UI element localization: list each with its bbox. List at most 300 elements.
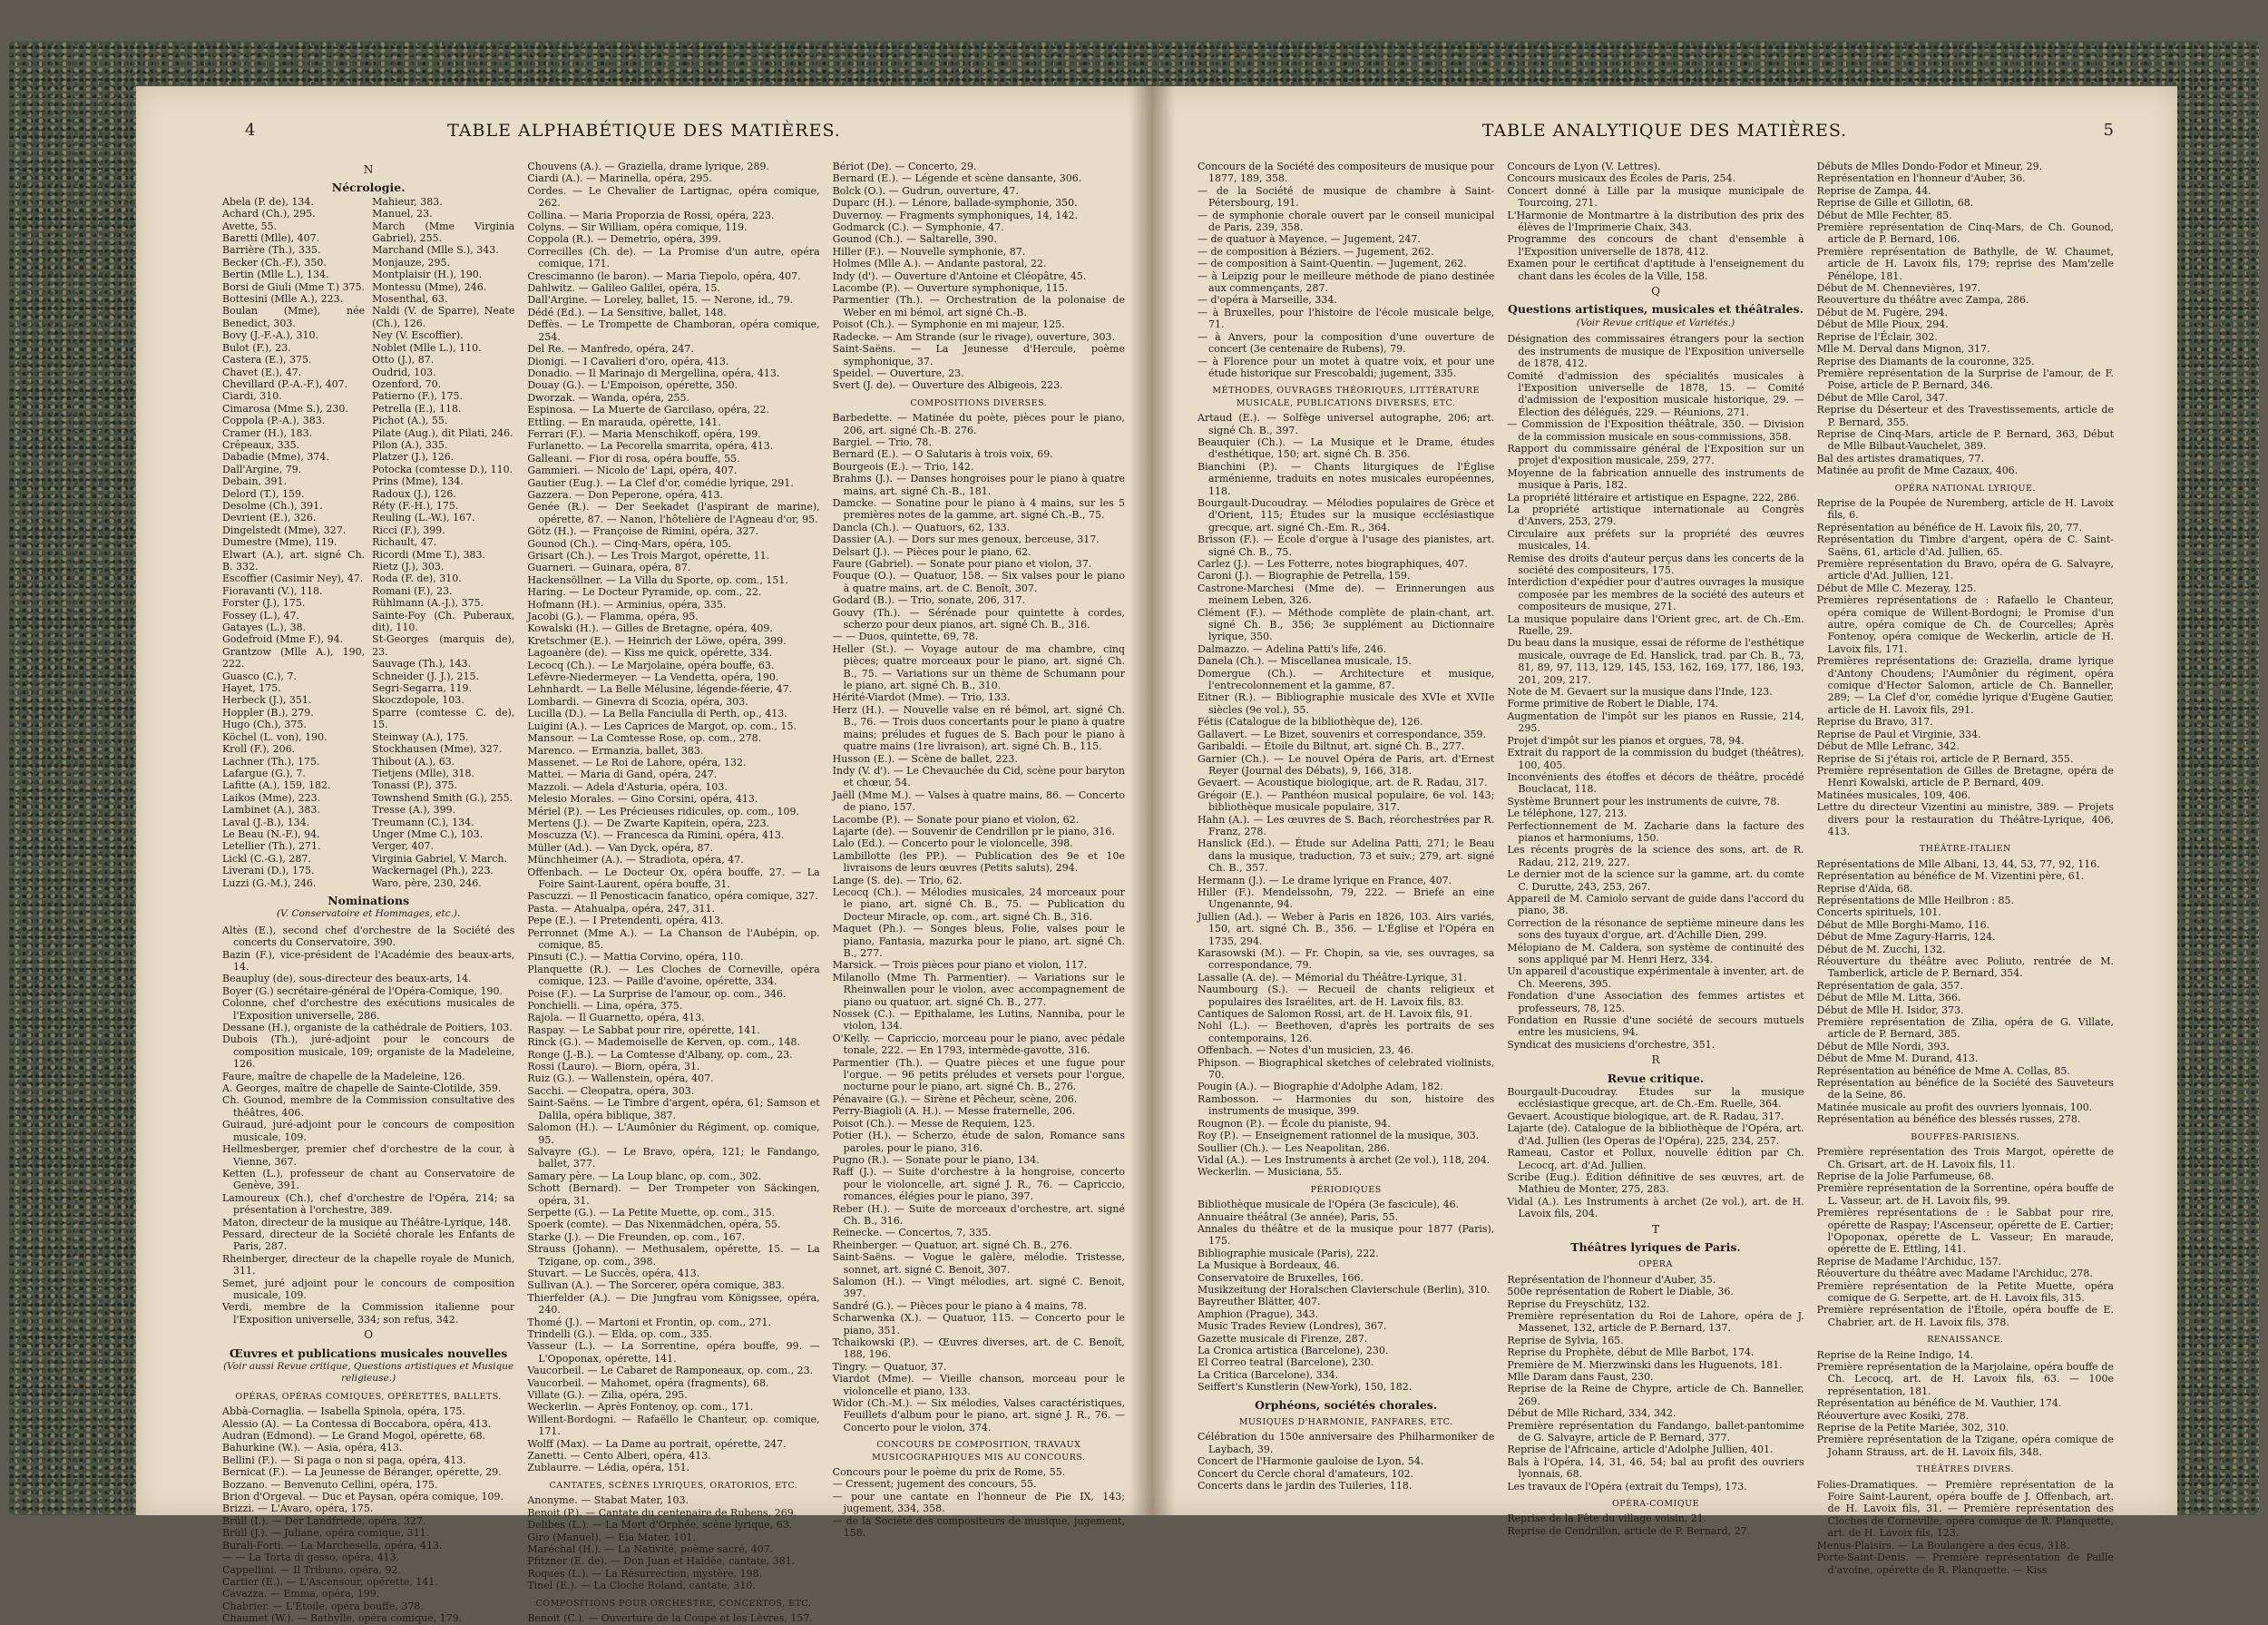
index-entry: Strauss (Johann). — Methusalem, opérette, 15. — La Tzigane, op. com., 398. [527, 1243, 820, 1268]
index-entry: Dessane (H.), organiste de la cathédrale de Poitiers, 103. [222, 1022, 513, 1034]
index-entry: Rajola. — Il Guarnetto, opéra, 413. [527, 1012, 705, 1024]
index-entry: Mériel (P.). — Les Précieuses ridicules, op. com., 109. [527, 805, 799, 817]
index-entry: Première représentation des Trois Margot, opérette de Ch. Grisart, art. de H. Lavoix fils, 11. [1816, 1146, 2114, 1170]
index-entry: Bozzano. — Benvenuto Cellini, opéra, 175. [222, 1478, 438, 1491]
index-entry: Dahlwitz. — Galileo Galilei, opéra, 15. [527, 282, 720, 295]
index-entry: Artaud (E.). — Solfège universel autographe, 206; art. signé Ch. B., 397. [1198, 412, 1495, 436]
questions-note: (Voir Revue critique et Variétés.) [1576, 317, 1735, 328]
index-entry: Speidel. — Ouverture, 23. [832, 367, 964, 379]
index-entry: Mosenthal, 63. [372, 293, 448, 306]
index-entry: Noblet (Mlle L.), 110. [372, 341, 482, 354]
theatres-divers-list [1817, 1479, 2114, 1576]
index-entry: Vaucorbeil. — Le Cabaret de Ramponeaux, op. com., 23. [527, 1365, 814, 1377]
index-entry: Holmes (Mlle A.). — Andante pastoral, 22. [832, 258, 1047, 270]
index-entry: Sparre (comtesse C. de), 15. [372, 706, 515, 731]
periodiques-subtitle: PÉRIODIQUES [1310, 1184, 1382, 1195]
index-entry: Ponchielli. — Lina, opéra, 375. [527, 1000, 683, 1013]
index-entry: Rühlmann (A.-J.), 375. [372, 597, 484, 610]
right-columns [1198, 161, 2114, 1576]
index-entry: Debain, 391. [222, 475, 288, 488]
index-entry: Schneider (J. J.), 215. [372, 670, 480, 682]
revue-critique-title: Revue critique. [1607, 1071, 1705, 1085]
index-entry: Serpette (G.). — La Petite Muette, op. com., 315. [527, 1206, 776, 1219]
index-entry: Reprise d'Aïda, 68. [1816, 882, 1913, 895]
index-entry: Grisart (Ch.). — Les Trois Margot, opérette, 11. [527, 550, 770, 562]
index-entry: — — La Torta di gesso, opéra, 413. [222, 1552, 400, 1564]
index-entry: Scharwenka (X.). — Quatuor, 115. — Concerto pour le piano, 351. [832, 1312, 1125, 1336]
index-entry: Cramer (H.), 183. [222, 426, 313, 439]
questions-title: Questions artistiques, musicales et théâtrales. [1507, 302, 1804, 317]
index-entry: Remise des droits d'auteur perçus dans les concerts de la société des compositeurs, 175. [1507, 552, 1804, 576]
index-entry: Ricci (F.), 399. [372, 524, 445, 536]
index-entry: Projet d'impôt sur les pianos et orgues, 78, 94. [1507, 734, 1745, 747]
index-entry: Réouverture avec Kosiki, 278. [1816, 1409, 1970, 1422]
index-entry: Programme des concours de chant d'ensemble à l'Exposition universelle de 1878, 412. [1507, 233, 1804, 258]
index-entry: Matinée musicale au profit des ouvriers lyonnais, 100. [1816, 1101, 2093, 1113]
left-page-number: 4 [245, 121, 256, 140]
index-entry: Poisot (Ch.). — Messe de Requiem, 125. [832, 1117, 1035, 1130]
left-column-2 [527, 161, 820, 1624]
concours-subtitle: CONCOURS DE COMPOSITION, TRAVAUX MUSICOGRAPHIQUES MIS AU CONCOURS. [872, 1440, 1086, 1463]
index-entry: Bal des artistes dramatiques, 77. [1816, 452, 1985, 465]
index-entry: Grantzow (Mlle A.), 190, 222. [222, 645, 366, 671]
index-entry: Laikos (Mme), 223. [222, 791, 321, 804]
index-entry: Lafargue (G.), 7. [222, 767, 306, 779]
index-entry: Bibliothèque musicale de l'Opéra (3e fascicule), 46. [1198, 1199, 1460, 1211]
index-entry: Concert du Cercle choral d'amateurs, 102. [1198, 1467, 1414, 1480]
index-entry: Marenco. — Ermanzia, ballet, 383. [527, 744, 704, 757]
index-entry: Début de Mlle Lefranc, 342. [1816, 740, 1960, 753]
index-entry: Jullien (Ad.). — Weber à Paris en 1826, 103. Airs variés, 150, art. signé Ch. B., 356. — L'Église et l'Opéra en 1735, 294. [1198, 910, 1495, 947]
index-entry: Représentation au bénéfice de la Société des Sauveteurs de la Seine, 86. [1816, 1077, 2114, 1101]
index-entry: Mertens (J.). — De Zwarte Kapitein, opéra, 223. [527, 817, 770, 829]
index-entry: Gounod (Ch.). — Saltarelle, 390. [832, 233, 997, 246]
index-entry: Début de Mlle Nordi, 393. [1816, 1040, 1950, 1052]
index-entry: Steinway (A.), 175. [372, 730, 469, 743]
index-entry: Richault, 47. [372, 536, 437, 549]
index-entry: Hoppler (B.), 279. [222, 706, 314, 719]
index-entry: Reprise de Si j'étais roi, article de P. Bernard, 355. [1816, 752, 2074, 765]
index-entry: Del Re. — Manfredo, opéra, 247. [527, 343, 694, 356]
index-entry: Reprise de l'Éclair, 302. [1816, 330, 1938, 343]
operas-list-a [222, 1405, 514, 1624]
index-entry: Indy (V. d'). — Le Chevauchée du Cid, scène pour baryton et chœur, 54. [832, 764, 1125, 789]
index-entry: Dabadie (Mme), 374. [222, 451, 329, 464]
index-entry: Reprise de Cinq-Mars, article de P. Bernard, 363, Début de Mlle Bilbaut-Vauchelet, 389. [1816, 427, 2114, 453]
nominations-list [222, 925, 514, 1326]
right-column-2 [1507, 161, 1804, 1537]
nominations-note: (V. Conservatoire et Hommages, etc.). [276, 908, 461, 920]
index-entry: Furlanetto. — La Pecorella smarrita, opéra, 413. [527, 440, 774, 453]
index-entry: Lajarte (de). Catalogue de la bibliothèque de l'Opéra, art. d'Ad. Jullien (les Operas de l'Opéra), 225, 234, 257. [1507, 1122, 1804, 1147]
index-entry: Pinsuti (C.). — Mattia Corvino, opéra, 110. [527, 951, 744, 964]
index-entry: Tietjens (Mlle), 318. [372, 767, 474, 779]
index-entry: Radecke. — Am Strande (sur le rivage), ouverture, 303. [832, 330, 1116, 343]
index-entry: Reouverture du théâtre avec Zampa, 286. [1816, 294, 2029, 307]
index-entry: Jacobi (G.). — Flamma, opéra, 95. [527, 611, 699, 623]
index-entry: Porte-Saint-Denis. — Première représentation de Paille d'avoine, opérette de R. Planquette. — Kiss [1816, 1552, 2114, 1576]
index-entry: Semet, juré adjoint pour le concours de composition musicale, 109. [222, 1277, 515, 1301]
index-entry: Kroll (F.), 206. [222, 743, 296, 756]
index-entry: — à Anvers, pour la composition d'une ouverture de concert (3e centenaire de Rubens), 79. [1198, 330, 1495, 356]
methodes-subtitle: MÉTHODES, OUVRAGES THÉORIQUES, LITTÉRATURE MUSICALE, PUBLICATIONS DIVERSES, ETC. [1212, 386, 1480, 408]
index-entry: Brahms (J.). — Danses hongroises pour le piano à quatre mains, art. signé Ch.-B., 181. [832, 473, 1125, 497]
index-entry: Matinées musicales, 109, 406. [1816, 788, 1971, 801]
section-letter-n: N [363, 163, 374, 176]
index-entry: Première représentation de Bathylle, de W. Chaumet, article de H. Lavoix fils, 179; reprise des Mam'zelle Pénélope, 181. [1816, 245, 2114, 282]
index-entry: Concerts dans le jardin des Tuileries, 118. [1198, 1480, 1413, 1493]
index-entry: Sandré (G.). — Pièces pour le piano à 4 mains, 78. [832, 1299, 1087, 1312]
index-entry: Tchaikowski (P.). — Œuvres diverses, art. de C. Benoît, 188, 196. [832, 1336, 1125, 1361]
index-entry: Hahn (A.). — Les œuvres de S. Bach, réorchestrées par R. Franz, 278. [1198, 813, 1495, 837]
index-entry: Waro, père, 230, 246. [372, 876, 482, 889]
index-entry: Barrière (Th.), 335. [222, 244, 321, 257]
index-entry: Achard (Ch.), 295. [222, 208, 316, 220]
index-entry: Pichot (A.), 55. [372, 415, 448, 427]
index-entry: Parmentier (Th.). — Quatre pièces et une fugue pour l'orgue. — 96 petits préludes et versets pour l'orgue, nocturne pour le piano, art. signé Ch. B., 276. [832, 1056, 1125, 1093]
index-entry: Première représentation du Fandango, ballet-pantomime de G. Salvayre, article de P. Bernard, 377. [1507, 1419, 1804, 1444]
theatres-divers-subtitle: THÉÂTRES DIVERS. [1916, 1464, 2014, 1475]
index-entry: Matinée au profit de Mme Cazaux, 406. [1816, 465, 2019, 477]
index-entry: Gazzera. — Don Peperone, opéra, 413. [527, 488, 724, 501]
index-entry: Reprise de Paul et Virginie, 334. [1816, 728, 1981, 740]
index-entry: Segri-Segarra, 119. [372, 682, 472, 695]
index-entry: Brizzi. — L'Avaro, opéra, 175. [222, 1503, 374, 1515]
index-entry: Naldi (V. de Sparre), Neate (Ch.), 126. [372, 305, 515, 329]
index-entry: Mélopiano de M. Caldera, son système de continuité des sons appliqué par M. Henri Herz, 334. [1507, 941, 1804, 965]
index-entry: Représentation en l'honneur d'Auber, 36. [1816, 172, 2026, 185]
index-entry: Bibliographie musicale (Paris), 222. [1198, 1247, 1379, 1259]
index-entry: Hackensöllner. — La Villa du Sporte, op. com., 151. [527, 573, 788, 586]
index-entry: Collina. — Maria Proporzia de Rossi, opéra, 223. [527, 209, 775, 221]
index-entry: Reprise de Gille et Gillotin, 68. [1816, 197, 1974, 210]
index-entry: — pour une cantate en l'honneur de Pie IX, 143; jugement, 334, 358. [832, 1490, 1125, 1515]
index-entry: March (Mme Virginia Gabriel), 255. [372, 220, 515, 245]
index-entry: Ferrari (F.). — Maria Menschikoff, opéra, 199. [527, 427, 761, 440]
cantates-subtitle: CANTATES, SCÈNES LYRIQUES, ORATORIOS, ETC. [549, 1480, 798, 1491]
index-entry: Syndicat des musiciens d'orchestre, 351. [1507, 1038, 1716, 1051]
left-columns [222, 161, 1125, 1625]
index-entry: Bertin (Mlle L.), 134. [222, 269, 329, 281]
index-entry: Perry-Biagioli (A. H.). — Messe fraternelle, 206. [832, 1105, 1076, 1118]
opera-national-subtitle: OPÉRA NATIONAL LYRIQUE. [1894, 483, 2036, 494]
index-entry: Crescimanno (le baron). — Maria Tiepolo, opéra, 407. [527, 269, 801, 282]
index-entry: Spoerk (comte). — Das Nixenmädchen, opéra, 55. [527, 1219, 781, 1231]
index-entry: Reprise de la Reine Indigo, 14. [1816, 1348, 1974, 1361]
index-entry: Bals à l'Opéra, 14, 31, 46, 54; bal au profit des ouvriers lyonnais, 68. [1507, 1455, 1804, 1481]
index-entry: Début de M. Chennevières, 197. [1816, 282, 1981, 295]
index-entry: Note de M. Gevaert sur la musique dans l'Inde, 123. [1507, 686, 1773, 699]
concours-list-b [1198, 161, 1494, 379]
index-entry: Reprise du Bravo, 317. [1816, 716, 1933, 729]
index-entry: 500e représentation de Robert le Diable, 36. [1507, 1286, 1734, 1298]
index-entry: Münchheimer (A.). — Stradiota, opéra, 47. [527, 854, 744, 866]
theatres-title: Théâtres lyriques de Paris. [1570, 1239, 1741, 1254]
index-entry: La Critica (Barcelone), 334. [1198, 1368, 1339, 1381]
index-entry: Marchand (Mlle S.), 343. [372, 244, 499, 257]
index-entry: Ozenford, 70. [372, 377, 442, 390]
index-entry: Premières représentations de : Rafaello le Chanteur, opéra comique de Willent-Bordogni; le Promise d'un autre, opéra comique de Ch. de Courcelles; Après Fontenoy, opéra comique de Weckerlin, article de H. Lavoix fils, 171. [1816, 594, 2114, 655]
index-entry: Hugo (Ch.), 375. [222, 719, 307, 731]
index-entry: Début de Mlle Carol, 347. [1816, 391, 1949, 404]
index-entry: Cimarosa (Mme S.), 230. [222, 402, 348, 415]
bouffes-subtitle: BOUFFES-PARISIENS. [1911, 1131, 2020, 1142]
index-entry: — à Leipzig pour le meilleure méthode de piano destinée aux commençants, 287. [1198, 269, 1495, 295]
index-entry: — de symphonie chorale ouvert par le conseil municipal de Paris, 239, 358. [1198, 209, 1495, 234]
index-entry: Crépeaux, 335. [222, 438, 300, 451]
index-entry: Barbedette. — Matinée du poète, pièces pour le piano, 206, art. signé Ch.-B. 276. [832, 412, 1125, 436]
index-entry: Mahieur, 383. [372, 195, 443, 208]
index-entry: Lombardi. — Ginevra di Scozia, opéra, 303. [527, 695, 748, 708]
operas-subtitle: OPÉRAS, OPÉRAS COMIQUES, OPÉRETTES, BALLETS. [235, 1391, 502, 1402]
index-entry: Représentations de Mlle Albani, 13, 44, 53, 77, 92, 116. [1816, 857, 2100, 870]
index-entry: Faure, maître de chapelle de la Madeleine, 126. [222, 1070, 465, 1082]
opera-comique-list-b [1817, 161, 2114, 477]
index-entry: Bellini (F.). — Si paga o non si paga, opéra, 413. [222, 1454, 466, 1466]
index-entry: Inconvénients des étoffes et décors de théâtre, procédé Bouclacat, 118. [1507, 770, 1804, 796]
index-entry: Damcke. — Sonatine pour le piano à 4 mains, sur les 5 premières notes de la gamme, art. signé Ch.-B., 75. [832, 496, 1125, 522]
index-entry: Potocka (comtesse D.), 110. [372, 463, 513, 475]
index-entry: Fioravanti (V.), 118. [222, 584, 323, 597]
bouffes-list [1817, 1146, 2114, 1328]
index-entry: Rinck (G.). — Mademoiselle de Kerven, op. com., 148. [527, 1036, 801, 1049]
operas-list-b [527, 161, 819, 1474]
index-entry: Bayreuther Blätter, 407. [1198, 1296, 1321, 1308]
index-entry: Représentation au bénéfice des blessés russes, 278. [1816, 1113, 2081, 1126]
left-column-3 [832, 161, 1125, 1540]
index-entry: Gouvy (Th.). — Sérénade pour quintette à cordes, scherzo pour deux pianos, art. signé Ch. B., 316. [832, 606, 1125, 631]
index-entry: Benoit (P.). — Cantate du centenaire de Rubens, 269. [527, 1506, 797, 1519]
index-entry: Otto (J.), 87. [372, 354, 435, 367]
index-entry: Lagoanère (de). — Kiss me quick, opérette, 334. [527, 647, 773, 660]
methodes-list [1198, 412, 1494, 1179]
index-entry: Pascuzzi. — Il Penosticacin fanatico, opéra comique, 327. [527, 890, 818, 903]
index-entry: Guasco (C.), 7. [222, 670, 297, 682]
index-entry: Première représentation de la Tzigane, opéra comique de Johann Strauss, art. de H. Lavoix fils, 348. [1816, 1434, 2114, 1458]
index-entry: Bottesini (Mlle A.), 223. [222, 293, 344, 306]
index-entry: — de la Société des compositeurs de musique, jugement, 158. [832, 1514, 1125, 1540]
index-entry: Début de Mlle C. Mezeray, 125. [1816, 582, 1977, 594]
index-entry: Dionigi. — I Cavalieri d'oro, opéra, 413. [527, 355, 729, 367]
index-entry: Delibes (L.). — La Mort d'Orphée, scène lyrique, 63. [527, 1519, 793, 1532]
index-entry: Pilate (Aug.), dit Pilati, 246. [372, 426, 513, 439]
index-entry: Roy (P.). — Enseignement rationnel de la musique, 303. [1198, 1130, 1480, 1142]
index-entry: Reprise de Cendrillon, article de P. Bernard, 27. [1507, 1524, 1751, 1537]
index-entry: Naumbourg (S.). — Recueil de chants religieux et populaires des Israélites, art. de H. Lavoix fils, 83. [1198, 984, 1495, 1008]
index-entry: Köchel (L. von), 190. [222, 730, 327, 743]
index-entry: Wolff (Max). — La Dame au portrait, opérette, 247. [527, 1437, 787, 1450]
index-entry: Maréchal (H.). — La Nativité, poème sacré, 407. [527, 1542, 774, 1555]
index-entry: Début de Mlle M. Litta, 366. [1816, 992, 1961, 1004]
index-entry: Nohl (L.). — Beethoven, d'après les portraits de ses contemporains, 126. [1198, 1020, 1495, 1044]
index-entry: Chabrier. — L'Étoile, opéra bouffe, 378. [222, 1600, 424, 1612]
index-entry: Saint-Saëns. — Le Timbre d'argent, opéra, 61; Samson et Dalila, opéra biblique, 387. [527, 1097, 820, 1121]
index-entry: Starke (J.). — Die Freunden, op. com., 167. [527, 1230, 746, 1243]
index-entry: Offenbach. — Notes d'un musicien, 23, 46. [1198, 1044, 1414, 1057]
index-entry: Début de Mlle Fechter, 85. [1816, 209, 1952, 221]
index-entry: Ettling. — En marauda, opérette, 141. [527, 416, 721, 428]
index-entry: Ruiz (G.). — Wallenstein, opéra, 407. [527, 1072, 714, 1085]
index-entry: Müller (Ad.). — Van Dyck, opéra, 87. [527, 841, 713, 854]
index-entry: Reprise du Déserteur et des Travestissements, article de P. Bernard, 355. [1816, 404, 2114, 428]
index-entry: Lettre du directeur Vizentini au ministre, 389. — Projets divers pour la restauration du Théâtre-Lyrique, 406, 413. [1816, 801, 2114, 837]
index-entry: Brüll (I.). — Der Landfriede, opéra, 327. [222, 1514, 426, 1527]
compositions-orchestre-subtitle: COMPOSITIONS POUR ORCHESTRE, CONCERTOS, ETC. [535, 1598, 812, 1609]
index-entry: Hofmann (H.). — Arminius, opéra, 335. [527, 598, 727, 611]
index-entry: Reprise de Madame l'Archiduc, 157. [1816, 1255, 2002, 1268]
index-entry: Vasseur (L.). — La Sorrentine, opéra bouffe, 99. — L'Opoponax, opérette, 141. [527, 1340, 820, 1365]
index-entry: Premières représentations de: Graziella, drame lyrique d'Antony Choudens; l'Aumônier du régiment, opéra comique d'Hector Salomon, article de Ch. Banneller, 289; — La Clef d'or, comédie lyrique d'Eugène Gautier, article de H. Lavoix fils, 291. [1816, 655, 2114, 716]
index-entry: Giro (Manuel). — Eia Mater, 101. [527, 1531, 696, 1543]
index-entry: Wackernagel (Ph.), 223. [372, 865, 494, 877]
index-entry: Forme primitive de Robert le Diable, 174. [1507, 698, 1719, 710]
index-entry: Abbà-Cornaglia. — Isabella Spinola, opéra, 175. [222, 1405, 465, 1418]
index-entry: Viardot (Mme). — Vieille chanson, morceau pour le violoncelle et piano, 133. [832, 1373, 1125, 1397]
index-entry: La Musique à Bordeaux, 46. [1198, 1259, 1340, 1272]
oeuvres-note: (Voir aussi Revue critique, Questions artistiques et Musique religieuse.) [223, 1361, 514, 1385]
index-entry: Danela (Ch.). — Miscellanea musicale, 15. [1198, 655, 1412, 668]
index-entry: Letellier (Th.), 271. [222, 840, 321, 853]
index-entry: Parmentier (Th.). — Orchestration de la polonaise de Weber en mi bémol, art signé Ch.-B. [832, 294, 1125, 318]
index-entry: Comité d'admission des spécialités musicales à l'Exposition universelle de 1878, 15. — Comité d'admission de l'exposition musicale historique, 29. — Élection des délégués, 229. — Réunions, 271. [1507, 369, 1804, 418]
index-entry: Début de M. Fugère, 294. [1816, 306, 1948, 318]
index-entry: Début de Mme M. Durand, 413. [1816, 1052, 1979, 1065]
index-entry: Treumann (C.), 134. [372, 816, 474, 828]
index-entry: — — Duos, quintette, 69, 78. [832, 631, 979, 643]
index-entry: Rietz (J.), 303. [372, 561, 445, 573]
index-entry: Baretti (Mlle), 407. [222, 232, 320, 245]
left-page [136, 86, 1152, 1625]
index-entry: Ch. Gounod, membre de la Commission consultative des théâtres, 406. [222, 1094, 515, 1119]
index-entry: Sacchi. — Cleopatra, opéra, 303. [527, 1084, 695, 1097]
index-entry: Réouverture du théâtre avec Poliuto, rentrée de M. Tamberlick, article de P. Bernard, 354. [1816, 955, 2114, 980]
index-entry: Pougin (A.). — Biographie d'Adolphe Adam, 182. [1198, 1081, 1443, 1093]
index-entry: Dall'Argine. — Loreley, ballet, 15. — Nerone, id., 79. [527, 294, 794, 307]
index-entry: Devrient (E.), 326. [222, 512, 317, 524]
necrologie-names-a [222, 196, 365, 889]
index-entry: Ciardi (A.). — Marinella, opéra, 295. [527, 172, 712, 185]
index-entry: Clément (F.). — Méthode complète de plain-chant, art. signé Ch. B., 356; 3e supplément au Dictionnaire lyrique, 350. [1198, 606, 1495, 643]
nominations-title: Nominations [327, 893, 410, 907]
theatre-italien-subtitle: THÉÂTRE-ITALIEN [1919, 844, 2011, 855]
index-entry: Brisson (F.). — École d'orgue à l'usage des pianistes, art. signé Ch. B., 75. [1198, 534, 1495, 558]
index-entry: Première représentation de la Marjolaine, opéra bouffe de Ch. Lecocq, art. de H. Lavoix fils, 63. — 100e représentation, 181. [1816, 1361, 2114, 1397]
index-entry: Stuvart. — Le Succès, opéra, 413. [527, 1267, 700, 1279]
index-entry: Svert (J. de). — Ouverture des Albigeois, 223. [832, 379, 1063, 392]
index-entry: Première représentation de la Surprise de l'amour, de F. Poise, article de P. Bernard, 346. [1816, 367, 2114, 392]
index-entry: Vidal (A.). — Les Instruments à archet (2e vol.), 118, 204. [1198, 1153, 1491, 1166]
section-letter-o: O [364, 1328, 374, 1342]
index-entry: Reber (H.). — Suite de morceaux d'orchestre, art. signé Ch. B., 316. [832, 1202, 1125, 1227]
index-entry: Saint-Saëns. — La Jeunesse d'Hercule, poème symphonique, 37. [832, 343, 1125, 367]
index-entry: Götz (H.). — Françoise de Rimini, opéra, 327. [527, 525, 758, 538]
index-entry: Reprise de la Jolie Parfumeuse, 68. [1816, 1170, 1995, 1182]
compositions-orchestre-list [527, 1612, 819, 1624]
index-entry: Espinosa. — La Muerte de Garcilaso, opéra, 22. [527, 404, 770, 416]
index-entry: Garibaldi. — Étoile du Biltnut, art. signé Ch. B., 277. [1198, 740, 1465, 753]
right-column-3 [1816, 161, 2114, 1576]
index-entry: Salomon (H.). — Vingt mélodies, art. signé C. Benoit, 397. [832, 1275, 1125, 1300]
index-entry: Chouvens (A.). — Graziella, drame lyrique, 289. [527, 161, 769, 172]
index-entry: Luzzi (G.-M.), 246. [222, 876, 317, 889]
compositions-diverses-subtitle: COMPOSITIONS DIVERSES. [910, 397, 1048, 408]
necrologie-names-b [372, 196, 514, 889]
index-entry: Karasowski (M.). — Fr. Chopin, sa vie, ses ouvrages, sa correspondance, 79. [1198, 947, 1495, 972]
index-entry: Extrait du rapport de la commission du budget (théâtres), 100, 405. [1507, 747, 1804, 771]
index-entry: Correction de la résonance de septième mineure dans les sons des tuyaux d'orgue, art. d'Achille Dien, 299. [1507, 916, 1804, 942]
left-page-header: TABLE ALPHABÉTIQUE DES MATIÈRES. [447, 121, 841, 141]
index-entry: Domergue (Ch.). — Architecture et musique, l'entrecolonnement et la gamme, 87. [1198, 667, 1495, 692]
index-entry: Désignation des commissaires étrangers pour la section des instruments de musique de l'Exposition universelle de 1878, 412. [1507, 333, 1804, 370]
compositions-diverses-list [833, 412, 1125, 1434]
index-entry: Widor (Ch.-M.). — Six mélodies, Valses caractéristiques, Feuillets d'album pour le piano, art. signé J. R., 76. — Concerto pour le violon, 374. [832, 1397, 1125, 1434]
orpheons-list [1198, 1431, 1494, 1492]
index-entry: Trindelli (G.). — Elda, op. com., 335. [527, 1328, 713, 1340]
index-entry: Mlle M. Derval dans Mignon, 317. [1816, 343, 1990, 356]
index-entry: Correcilles (Ch. de). — La Promise d'un autre, opéra comique, 171. [527, 245, 820, 270]
index-entry: Haring. — Le Docteur Pyramide, op. com., 22. [527, 586, 762, 599]
opera-comique-list [1507, 1512, 1804, 1537]
index-entry: Verdi, membre de la Commission italienne pour l'Exposition universelle, 334; son refus, 342. [222, 1301, 515, 1326]
index-entry: Fondation d'une Association des femmes artistes et professeurs, 78, 125. [1507, 990, 1804, 1014]
index-entry: Les récents progrès de la science des sons, art. de R. Radau, 212, 219, 227. [1507, 844, 1804, 868]
right-page-header: TABLE ANALYTIQUE DES MATIÈRES. [1481, 121, 1848, 141]
index-entry: Salvayre (G.). — Le Bravo, opéra, 121; le Fandango, ballet, 377. [527, 1145, 820, 1170]
index-entry: Godefroid (Mme F.), 94. [222, 633, 344, 646]
index-entry: Castrone-Marchesi (Mme de). — Erinnerungen aus meinem Leben, 326. [1198, 582, 1495, 607]
index-entry: Dalmazzo. — Adelina Patti's life, 246. [1198, 642, 1387, 655]
index-entry: Lecocq (Ch.). — Mélodies musicales, 24 morceaux pour le piano, art. signé Ch. B., 75. — Publication du Docteur Miracle, op. com., art. signé Ch. B., 316. [832, 886, 1125, 923]
theatre-italien-list [1817, 858, 2114, 1126]
index-entry: Pfitzner (E. de). — Don Juan et Haïdée, cantate, 381. [527, 1555, 796, 1568]
index-entry: Cartier (E.). — L'Ascensour, opérette, 141. [222, 1575, 438, 1588]
index-entry: Reprise de Zampa, 44. [1816, 184, 1931, 197]
index-entry: Lange (S. de). — Trio, 62. [832, 874, 963, 886]
index-entry: Hellmesberger, premier chef d'orchestre de la cour, à Vienne, 367. [222, 1143, 515, 1168]
index-entry: Reprise de l'Africaine, article d'Adolphe Jullien, 401. [1507, 1444, 1774, 1456]
opera-subtitle: OPÉRA [1638, 1259, 1673, 1270]
index-entry: Altès (E.), second chef d'orchestre de la Société des concerts du Conservatoire, 390. [222, 924, 515, 949]
concours-list [833, 1466, 1125, 1539]
index-entry: Douay (G.). — L'Empoison, opérette, 350. [527, 379, 738, 392]
index-entry: Rheinberger. — Quatuor, art. signé Ch. B., 276. [832, 1238, 1072, 1251]
index-entry: Raspay. — Le Sabbat pour rire, opérette, 141. [527, 1023, 760, 1036]
index-entry: Lucilla (D.). — La Bella Fanciulla di Perth, op., 413. [527, 708, 787, 720]
index-entry: Bargiel. — Trio, 78. [832, 436, 932, 448]
index-entry: Carlez (J.). — Les Fotterre, notes biographiques, 407. [1198, 558, 1468, 570]
index-entry: La musique populaire dans l'Orient grec, art. de Ch.-Em. Ruelle, 29. [1507, 612, 1804, 638]
index-entry: Dancla (Ch.). — Quatuors, 62, 133. [832, 521, 1011, 534]
index-entry: Thierfelder (A.). — Die Jungfrau vom Königssee, opéra, 240. [527, 1291, 820, 1317]
index-entry: Reinecke. — Concertos, 7, 335. [832, 1227, 992, 1239]
index-entry: La Cronica artistica (Barcelone), 230. [1198, 1345, 1389, 1356]
index-entry: Bovy (J.-F.-A.), 310. [222, 329, 319, 342]
index-entry: Représentation du Timbre d'argent, opéra de C. Saint-Saëns, 61, article d'Ad. Jullien, 65. [1816, 534, 2114, 558]
index-entry: Genée (R.). — Der Seekadet (l'aspirant de marine), opérette, 87. — Nanon, l'hôtelière de l'Agneau d'or, 95. [527, 501, 820, 525]
index-entry: Reprise du Freyschütz, 132. [1507, 1297, 1650, 1310]
index-entry: Offenbach. — Le Docteur Ox, opéra bouffe, 27. — La Foire Saint-Laurent, opéra bouffe, 31. [527, 866, 820, 890]
index-entry: Massenet. — Le Roi de Lahore, opéra, 132. [527, 756, 747, 768]
index-entry: Examen pour le certificat d'aptitude à l'enseignement du chant dans les écoles de la Ville, 158. [1507, 258, 1804, 282]
index-entry: Romani (F.), 23. [372, 584, 453, 597]
index-entry: Soullier (Ch.). — Les Neapolitan, 286. [1198, 1141, 1391, 1154]
index-entry: Rheinberger, directeur de la chapelle royale de Munich, 311. [222, 1252, 515, 1277]
index-entry: Planquette (R.). — Les Cloches de Corneville, opéra comique, 123. — Paille d'avoine, opérette, 334. [527, 963, 820, 988]
index-entry: Dall'Argine, 79. [222, 463, 302, 475]
index-entry: — de composition à Béziers. — Jugement, 262. [1198, 245, 1434, 258]
index-entry: Cavazza. — Emma, opéra, 199. [222, 1588, 380, 1601]
index-entry: Sullivan (A.). — The Sorcerer, opéra comique, 383. [527, 1279, 786, 1292]
